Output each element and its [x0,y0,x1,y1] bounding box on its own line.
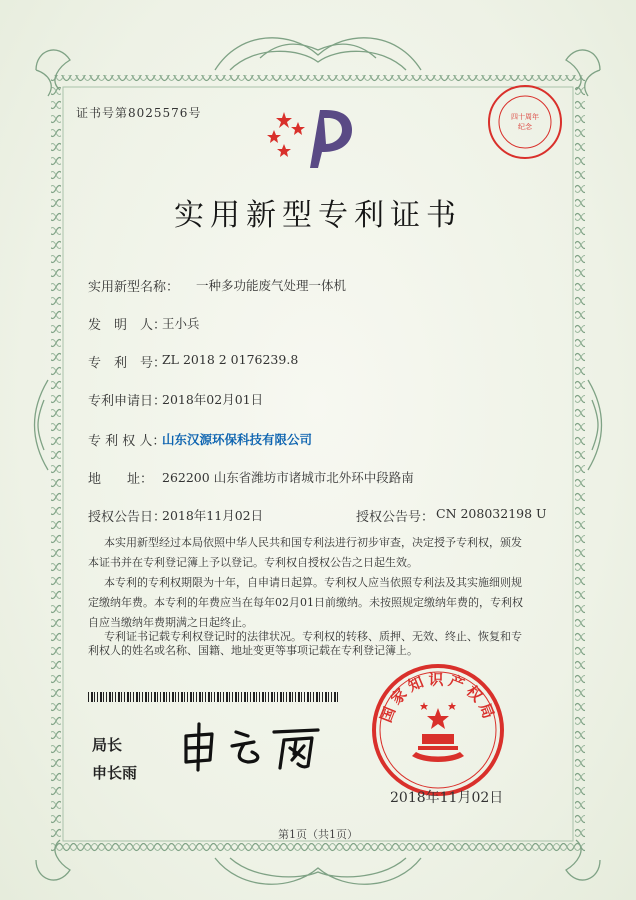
barcode [88,692,338,702]
patentee-label: 专 利 权 人： [88,434,166,449]
official-seal [368,660,508,800]
director-title: 局长 [92,736,123,754]
filing-date: 2018年02月01日 [162,392,264,407]
certificate-number: 证书号第8025576号 [76,106,202,120]
utility-model-name: 一种多功能废气处理一体机 [196,278,347,293]
seal-text: 国家知识产权局 [376,670,500,725]
inventor-label: 发 明 人： [88,318,167,333]
address-label: 地 址： [88,472,154,487]
certificate-title: 实用新型专利证书 [174,198,462,233]
svg-text:四十周年: 四十周年 [511,113,539,121]
grant-date: 2018年11月02日 [162,508,264,523]
director-signature [178,718,328,774]
page-number: 第1页（共1页） [278,828,358,841]
body-paragraph-2-line-1: 本专利的专利权期限为十年，自申请日起算。专利权人应当依照专利法及其实施细则规 [104,576,522,589]
body-paragraph-1-line-1: 本实用新型经过本局依照中华人民共和国专利法进行初步审查，决定授予专利权，颁发 [104,536,522,549]
cnipa-logo-icon [262,100,362,174]
utility-model-name-label: 实用新型名称： [88,280,180,295]
address: 262200 山东省潍坊市诸城市北外环中段路南 [162,470,414,485]
svg-text:纪念: 纪念 [518,123,532,131]
anniversary-stamp [485,82,565,162]
patentee-name: 山东汉源环保科技有限公司 [162,432,313,447]
grant-number-label: 授权公告号： [356,510,435,525]
body-paragraph-2-line-2: 定缴纳年费。本专利的年费应当在每年02月01日前缴纳。未按照规定缴纳年费的，专利权 [88,596,523,609]
grant-date-label: 授权公告日： [88,510,167,525]
body-paragraph-2-line-3: 自应当缴纳年费期满之日起终止。 [88,616,253,629]
director-name: 申长雨 [92,764,138,782]
grant-number: CN 208032198 U [436,506,547,521]
patent-number-label: 专 利 号： [88,356,167,371]
body-paragraph-1-line-2: 本证书并在专利登记簿上予以登记。专利权自授权公告之日起生效。 [88,556,418,569]
inventor-name: 王小兵 [162,316,200,331]
patent-number: ZL 2018 2 0176239.8 [162,352,299,367]
body-paragraph-3-line-2: 利权人的姓名或名称、国籍、地址变更等事项记载在专利登记簿上。 [88,644,418,657]
filing-date-label: 专利申请日： [88,394,167,409]
seal-date: 2018年11月02日 [390,790,504,806]
body-paragraph-3-line-1: 专利证书记载专利权登记时的法律状况。专利权的转移、质押、无效、终止、恢复和专 [104,630,522,643]
